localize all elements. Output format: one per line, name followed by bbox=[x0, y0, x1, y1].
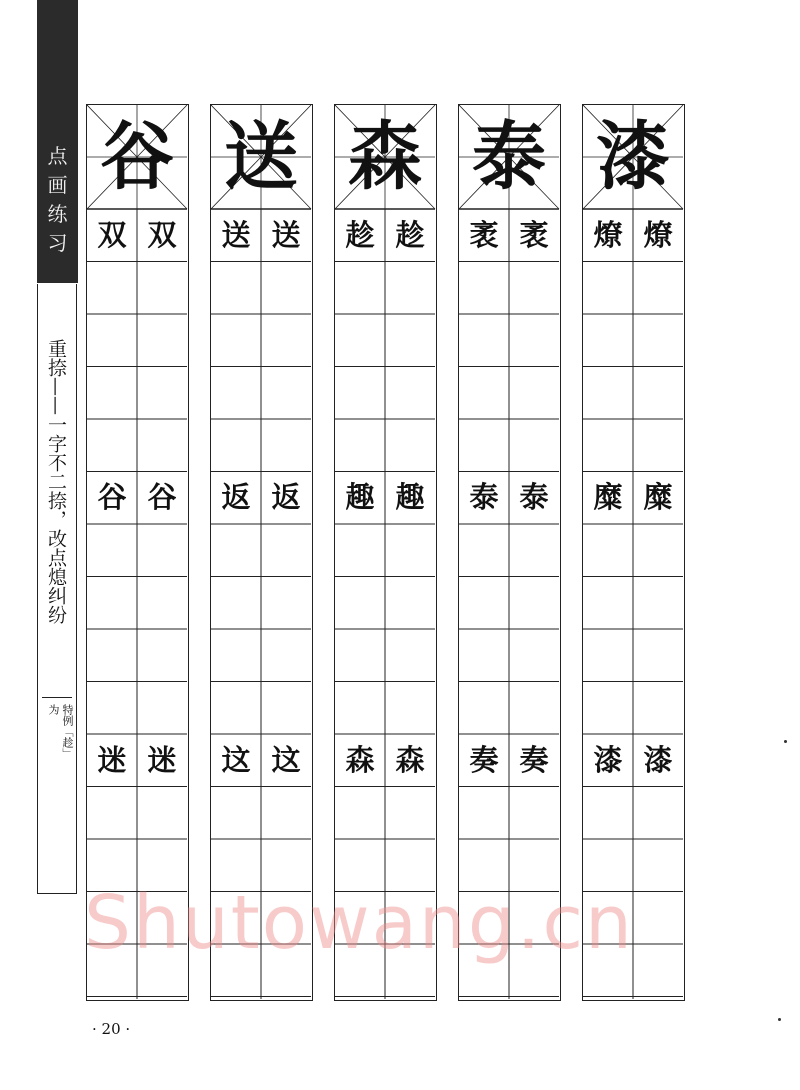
example-character: 森 bbox=[345, 742, 375, 777]
practice-column bbox=[334, 104, 437, 1001]
example-character: 送 bbox=[221, 217, 251, 252]
section-label-char: 习 bbox=[47, 231, 68, 255]
model-character: 送 bbox=[224, 114, 298, 200]
example-character: 燎 bbox=[593, 217, 623, 252]
section-label-char: 画 bbox=[47, 173, 68, 197]
example-character: 双 bbox=[97, 217, 127, 252]
example-character: 迷 bbox=[147, 742, 177, 777]
example-character: 袤 bbox=[469, 217, 499, 252]
example-character: 漆 bbox=[643, 742, 673, 777]
divider bbox=[42, 697, 72, 698]
example-character: 双 bbox=[147, 217, 177, 252]
example-character: 谷 bbox=[97, 480, 127, 514]
model-character: 森 bbox=[348, 114, 422, 200]
example-character: 漆 bbox=[593, 742, 623, 777]
lesson-title-box bbox=[37, 284, 77, 894]
section-tab bbox=[37, 0, 78, 283]
example-character: 趁 bbox=[345, 217, 375, 252]
example-character: 奏 bbox=[519, 742, 549, 777]
practice-column bbox=[86, 104, 189, 1001]
margin-dot bbox=[784, 740, 787, 743]
model-character: 漆 bbox=[596, 114, 670, 200]
watermark: Shutowang.cn bbox=[84, 880, 634, 966]
example-character: 趁 bbox=[395, 217, 425, 252]
section-label-char: 点 bbox=[47, 144, 68, 168]
example-character: 迷 bbox=[97, 742, 127, 777]
margin-dot bbox=[778, 1018, 781, 1021]
example-character: 燎 bbox=[643, 217, 673, 252]
example-character: 泰 bbox=[519, 480, 549, 514]
example-character: 送 bbox=[271, 217, 301, 252]
example-character: 返 bbox=[221, 480, 251, 514]
example-character: 袤 bbox=[519, 217, 549, 252]
practice-column bbox=[458, 104, 561, 1001]
example-character: 返 bbox=[271, 480, 301, 514]
example-character: 这 bbox=[271, 742, 301, 777]
section-label-char: 练 bbox=[47, 202, 68, 226]
example-character: 这 bbox=[221, 742, 251, 777]
model-character: 谷 bbox=[100, 114, 174, 200]
practice-column bbox=[210, 104, 313, 1001]
lesson-note: 特例「趁」为 bbox=[47, 704, 74, 759]
page-number: · 20 · bbox=[92, 1020, 131, 1038]
example-character: 泰 bbox=[469, 480, 499, 514]
example-character: 趣 bbox=[345, 480, 375, 514]
example-character: 糜 bbox=[593, 480, 623, 514]
example-character: 趣 bbox=[395, 480, 425, 514]
example-character: 糜 bbox=[643, 480, 673, 514]
lesson-title: 重捺——一字不二捺，改点熄纠纷 bbox=[45, 338, 67, 624]
practice-column bbox=[582, 104, 685, 1001]
model-character: 泰 bbox=[472, 114, 546, 200]
example-character: 森 bbox=[395, 742, 425, 777]
example-character: 谷 bbox=[147, 480, 177, 514]
example-character: 奏 bbox=[469, 742, 499, 777]
